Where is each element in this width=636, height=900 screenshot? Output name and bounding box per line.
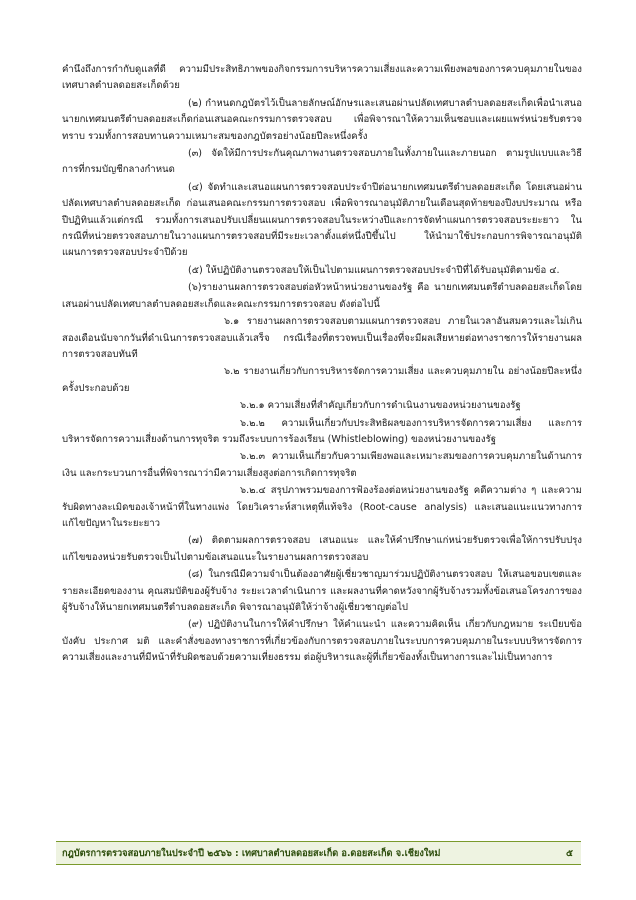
- paragraph: (๘) ในกรณีมีความจำเป็นต้องอาศัยผู้เชี่ยวชาญมาร่วมปฏิบัติงานตรวจสอบ ให้เสนอขอบเขตและรายละเอียดของงาน คุณสมบัติของผู้รับจ้าง ระยะเวลาดำเนินการ และผลงานที่คาดหวังจากผู้รับจ้างรวมทั้งข้อเสนอโครงการของผู้รับจ้างให้นายกเทศมนตรีตำบลดอยสะเก็ด พิจารณาอนุมัติให้ว่าจ้างผู้เชี่ยวชาญต่อไป: [62, 569, 582, 613]
- paragraph: ๖.๒ รายงานเกี่ยวกับการบริหารจัดการความเสี่ยง และควบคุมภายใน อย่างน้อยปีละหนึ่งครั้งประกอบด้วย: [62, 366, 582, 394]
- paragraph: (๕) ให้ปฏิบัติงานตรวจสอบให้เป็นไปตามแผนการตรวจสอบประจำปีที่ได้รับอนุมัติตามข้อ ๔.: [188, 264, 560, 276]
- paragraph: (๙) ปฏิบัติงานในการให้คำปรึกษา ให้คำแนะนำ และความคิดเห็น เกี่ยวกับกฎหมาย ระเบียบข้อบังคับ ประกาศ มติ และคำสั่งของทางราชการที่เกี่ยวข้องกับการตรวจสอบภายในระบบการควบคุมภายในระบบบริหารจัดการความเสี่ยงและงานที่มีหน้าที่รับผิดชอบด้วยความเที่ยงธรรม ต่อผู้บริหารและผู้ที่เกี่ยวข้องทั้งเป็นทางการและไม่เป็นทางการ: [62, 619, 582, 664]
- paragraph: (๗) ติดตามผลการตรวจสอบ เสนอแนะ และให้คำปรึกษาแก่หน่วยรับตรวจเพื่อให้การปรับปรุงแก้ไขของหน่วยรับตรวจเป็นไปตามข้อเสนอแนะในรายงานผลการตรวจสอบ: [62, 535, 582, 563]
- page-footer: [56, 841, 581, 865]
- paragraph: (๔) จัดทำและเสนอแผนการตรวจสอบประจำปีต่อนายกเทศมนตรีตำบลดอยสะเก็ด โดยเสนอผ่านปลัดเทศบาลตำบลดอยสะเก็ด ก่อนเสนอคณะกรรมการตรวจสอบ เพื่อพิจารณาอนุมัติภายในเดือนสุดท้ายของปีงบประมาณ หรือปีปฏิทินแล้วแต่กรณี รวมทั้งการเสนอปรับเปลี่ยนแผนการตรวจสอบในระหว่างปีและการจัดทำแผนการตรวจสอบระยะยาว ในกรณีที่หน่วยตรวจสอบภายในวางแผนการตรวจสอบที่มีระยะเวลาตั้งแต่หนึ่งปีขึ้นไป ให้นำมาใช้ประกอบการพิจารณาอนุมัติแผนการตรวจสอบประจำปีด้วย: [62, 181, 582, 259]
- document-body: [62, 62, 582, 668]
- paragraph: ๖.๒.๓ ความเห็นเกี่ยวกับความเพียงพอและเหมาะสมของการควบคุมภายในด้านการเงิน และกระบวนการอื่นที่พิจารณาว่ามีความเสี่ยงสูงต่อการเกิดการทุจริต: [62, 451, 582, 479]
- page-number: ๕: [566, 848, 573, 859]
- paragraph: ๖.๑ รายงานผลการตรวจสอบตามแผนการตรวจสอบ ภายในเวลาอันสมควรและไม่เกินสองเดือนนับจากวันที่ดำเนินการตรวจสอบแล้วเสร็จ กรณีเรื่องที่ตรวจพบเป็นเรื่องที่จะมีผลเสียหายต่อทางราชการให้รายงานผลการตรวจสอบทันที: [62, 316, 582, 360]
- paragraph: คำนึงถึงการกำกับดูแลที่ดี ความมีประสิทธิภาพของกิจกรรมการบริหารความเสี่ยงและความเพียงพอของการควบคุมภายในของเทศบาลตำบลดอยสะเก็ดด้วย: [62, 64, 582, 92]
- paragraph: ๖.๒.๑ ความเสี่ยงที่สำคัญเกี่ยวกับการดำเนินงานของหน่วยงานของรัฐ: [240, 400, 521, 412]
- paragraph: (๒) กำหนดกฎบัตรไว้เป็นลายลักษณ์อักษรและเสนอผ่านปลัดเทศบาลตำบลดอยสะเก็ดเพื่อนำเสนอนายกเทศมนตรีตำบลดอยสะเก็ดก่อนเสนอคณะกรรมการตรวจสอบ เพื่อพิจารณาให้ความเห็นชอบและเผยแพร่หน่วยรับตรวจทราบ รวมทั้งการสอบทานความเหมาะสมของกฎบัตรอย่างน้อยปีละหนึ่งครั้ง: [62, 97, 582, 142]
- paragraph: ๖.๒.๔ สรุปภาพรวมของการฟ้องร้องต่อหน่วยงานของรัฐ คดีความต่าง ๆ และความรับผิดทางละเมิดของเจ้าหน้าที่ในทางแพ่ง โดยวิเคราะห์สาเหตุที่แท้จริง (Root-cause analysis) และเสนอแนะแนวทางการแก้ไขปัญหาในระยะยาว: [62, 485, 582, 529]
- paragraph: (๓) จัดให้มีการประกันคุณภาพงานตรวจสอบภายในทั้งภายในและภายนอก ตามรูปแบบและวิธีการที่กรมบัญชีกลางกำหนด: [62, 148, 582, 176]
- paragraph: ๖.๒.๒ ความเห็นเกี่ยวกับประสิทธิผลของการบริหารจัดการความเสี่ยง และการบริหารจัดการความเสี่ยงด้านการทุจริต รวมถึงระบบการร้องเรียน (Whistleblowing) ของหน่วยงานของรัฐ: [62, 417, 582, 445]
- paragraph: (๖)รายงานผลการตรวจสอบต่อหัวหน้าหน่วยงานของรัฐ คือ นายกเทศมนตรีตำบลดอยสะเก็ดโดยเสนอผ่านปลัดเทศบาลตำบลดอยสะเก็ดและคณะกรรมการตรวจสอบ ดังต่อไปนี้: [62, 282, 582, 310]
- footer-title: กฎบัตรการตรวจสอบภายในประจำปี ๒๕๖๖ : เทศบาลตำบลดอยสะเก็ด อ.ดอยสะเก็ด จ.เชียงใหม่: [62, 848, 441, 859]
